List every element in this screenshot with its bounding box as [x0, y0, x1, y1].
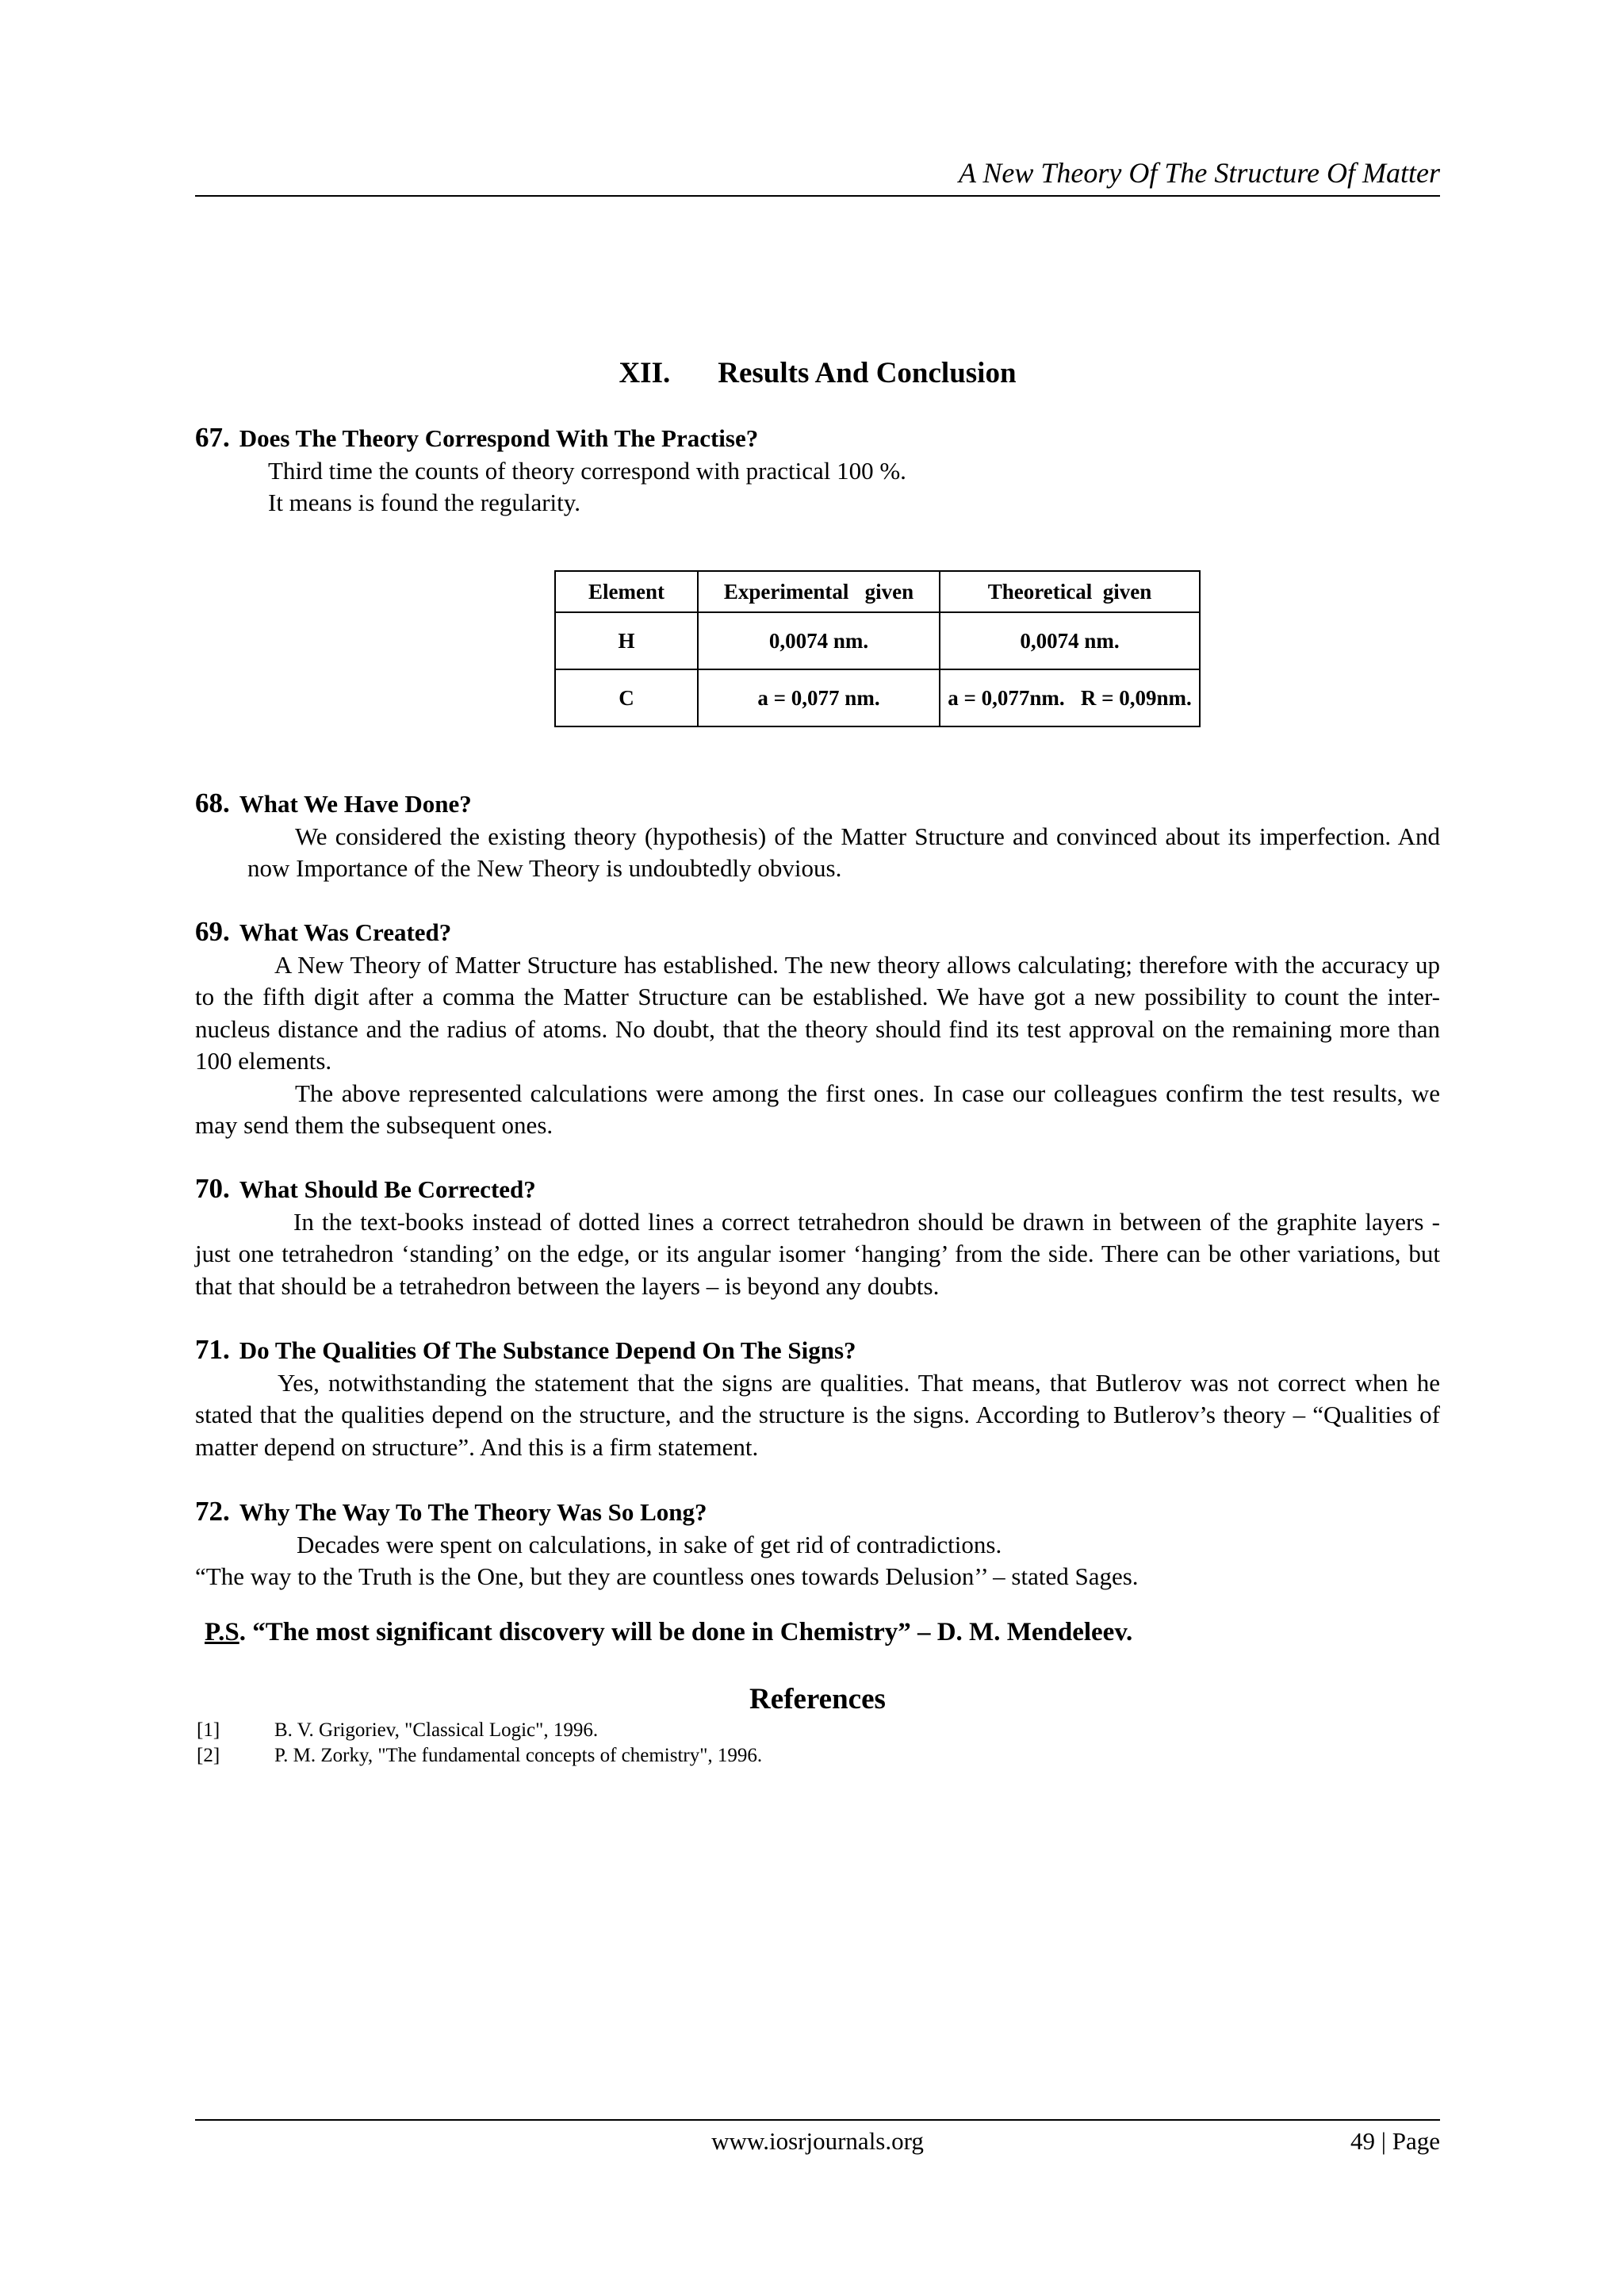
section-number: XII. — [619, 357, 671, 389]
question-71-text: Yes, notwithstanding the statement that the signs are qualities. That means, that Butlerov was not correct when he stated that the qualities depend on the structure, and the structure is the signs. According to Butlerov’s theory – “Qualities of matter depend on structure”. And this is a firm statement. — [195, 1368, 1440, 1461]
table-cell: 0,0074 nm. — [698, 612, 940, 669]
question-70-text: In the text-books instead of dotted lines a correct tetrahedron should be drawn in between of the graphite layers - just one tetrahedron ‘standing’ on the edge, or its angular isomer ‘hanging’ from the side. There can be other variations, but that that should be a tetrahedron between the layers – is beyond any doubts. — [195, 1207, 1440, 1300]
footer-page-number: 49 | Page — [1350, 2127, 1440, 2155]
question-67 — [195, 422, 1440, 519]
table-cell: 0,0074 nm. — [940, 612, 1200, 669]
table-header-experimental: Experimental given — [698, 571, 940, 612]
table-cell: H — [555, 612, 698, 669]
question-68 — [195, 788, 1440, 885]
header-rule — [195, 195, 1440, 197]
question-71 — [195, 1334, 1440, 1463]
postscript — [205, 1615, 1442, 1650]
question-70 — [195, 1173, 1440, 1302]
question-67-line2: It means is found the regularity. — [268, 489, 580, 516]
question-69 — [195, 916, 1440, 1142]
question-69-paragraph-1: A New Theory of Matter Structure has established. The new theory allows calculating; therefore with the accuracy up to the fifth digit after a comma the Matter Structure can be established. We have got a new possibility to count the inter-nucleus distance and the radius of atoms. No doubt, that the theory should find its test approval on the remaining more than 100 elements. — [195, 950, 1440, 1075]
running-header: A New Theory Of The Structure Of Matter — [959, 157, 1440, 189]
question-72-heading: 72. Why The Way To The Theory Was So Long? — [195, 1496, 707, 1527]
question-69-heading: 69. What Was Created? — [195, 916, 452, 947]
question-67-heading: 67. Does The Theory Correspond With The Practise? — [195, 422, 759, 453]
table-cell: C — [555, 669, 698, 726]
question-68-text: We considered the existing theory (hypothesis) of the Matter Structure and convinced about its imperfection. And now Importance of the New Theory is undoubtedly obvious. — [247, 822, 1440, 882]
references-title: References — [749, 1683, 886, 1715]
results-table — [554, 570, 1201, 727]
question-68-heading: 68. What We Have Done? — [195, 788, 472, 818]
reference-item-2: [2] P. M. Zorky, "The fundamental concepts of chemistry", 1996. — [197, 1745, 763, 1766]
question-72-line2: “The way to the Truth is the One, but they are countless ones towards Delusion’’ – stated Sages. — [195, 1562, 1139, 1590]
question-67-line1: Third time the counts of theory correspond with practical 100 %. — [268, 456, 906, 485]
footer-url: www.iosrjournals.org — [711, 2127, 924, 2155]
table-header-theoretical: Theoretical given — [940, 571, 1200, 612]
section-heading — [195, 355, 1440, 392]
table-row — [555, 612, 1200, 669]
postscript-label: P.S — [205, 1618, 239, 1646]
question-70-heading: 70. What Should Be Corrected? — [195, 1173, 536, 1204]
table-header-row — [555, 571, 1200, 612]
section-title: Results And Conclusion — [718, 357, 1017, 389]
question-69-paragraph-2: The above represented calculations were among the first ones. In case our colleagues confirm the test results, we may send them the subsequent ones. — [195, 1079, 1440, 1139]
table-header-element: Element — [555, 571, 698, 612]
footer-rule — [195, 2119, 1440, 2121]
question-71-heading: 71. Do The Qualities Of The Substance Depend On The Signs? — [195, 1334, 856, 1365]
reference-item-1: [1] B. V. Grigoriev, "Classical Logic", 1996. — [197, 1719, 599, 1741]
table-cell: a = 0,077nm. R = 0,09nm. — [940, 669, 1200, 726]
question-72-line1: Decades were spent on calculations, in sake of get rid of contradictions. — [297, 1530, 1002, 1558]
table-row — [555, 669, 1200, 726]
postscript-text: . “The most significant discovery will be done in Chemistry” – D. M. Mendeleev. — [239, 1618, 1133, 1646]
question-72 — [195, 1496, 1440, 1593]
table-cell: a = 0,077 nm. — [698, 669, 940, 726]
